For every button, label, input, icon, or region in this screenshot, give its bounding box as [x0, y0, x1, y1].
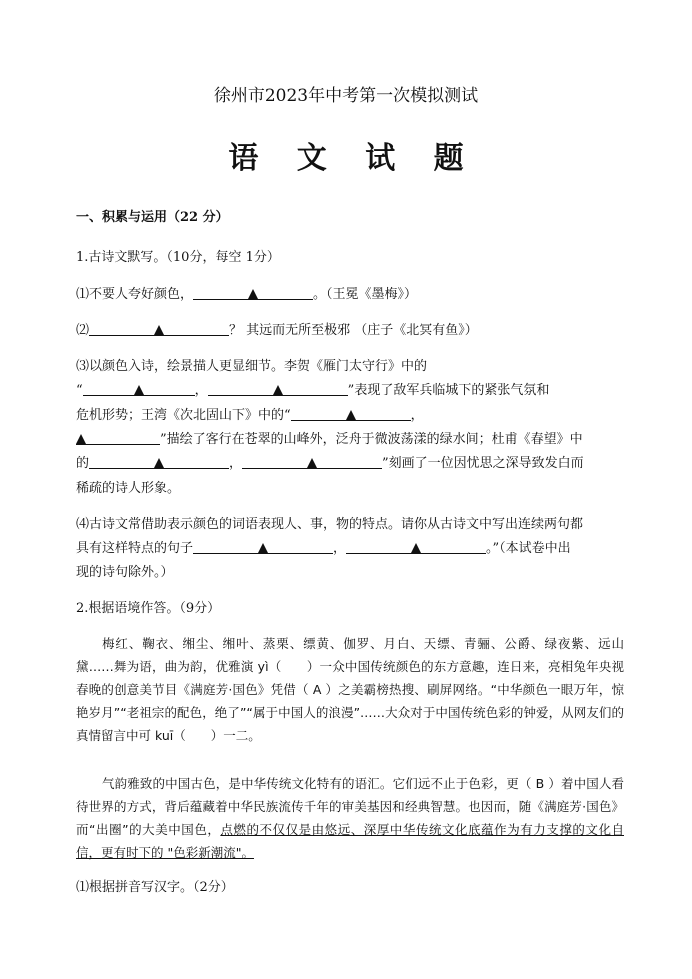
item-3-line-3-text: 危机形势；王湾《次北固山下》中的“ [76, 408, 291, 423]
passage-paragraph-2 [76, 772, 624, 864]
item-3-line-4 [76, 432, 583, 448]
item-3-line-5-prefix: 的 [76, 456, 90, 471]
quote-open: “ [76, 383, 83, 398]
answer-blank[interactable] [208, 383, 348, 396]
paragraph-2-text: 气韵雅致的中国古色，是中华传统文化特有的语汇。它们远不止于色彩，更（ B ）着中国人看待世界的方式，背后蕴藏着中华民族流传千年的审美基因和经典智慧。也因而，随《满庭芳·国色》而“出圈”的大美中国色， [76, 776, 624, 837]
answer-blank[interactable] [193, 541, 333, 554]
answer-blank[interactable] [346, 541, 486, 554]
question-1-heading: 1.古诗文默写。（10分，每空 1分） [76, 250, 280, 265]
question-2-heading: 2.根据语境作答。（9分） [76, 601, 221, 616]
answer-blank[interactable] [89, 456, 229, 469]
item-4-line-2 [76, 541, 571, 557]
triangle-icon [273, 385, 283, 395]
passage-paragraph-1: 梅红、鞠衣、缃尘、缃叶、蒸栗、缥黄、伽罗、月白、天缥、青骊、公爵、绿夜紫、远山黛……舞为语，曲为韵，优雅演 yì（ ）一众中国传统颜色的东方意趣，连日来，亮相兔年央视春晚的创意美节目《满庭芳·国色》凭借（ A ）之美霸榜热搜、刷屏网络。“中华颜色一眼万年，惊艳岁月”“老祖宗的配色，绝了”“属于中国人的浪漫”……大众对于中国传统色彩的钟爱，从网友们的真情留言中可 kuī（ ）一二。 [76, 636, 624, 743]
item-1-suffix: 。（王冕《墨梅》） [313, 287, 418, 302]
triangle-icon [258, 543, 268, 553]
triangle-icon [346, 410, 356, 420]
answer-blank[interactable] [193, 287, 313, 300]
item-3-line-5 [76, 456, 584, 472]
comma: ， [229, 456, 243, 471]
section-heading: 一、积累与运用（22 分） [76, 210, 229, 225]
triangle-icon [307, 458, 317, 468]
item-4-line-2-prefix: 具有这样特点的句子 [76, 541, 194, 556]
item-1-prefix: ⑴不要人夸好颜色， [76, 287, 194, 302]
answer-blank[interactable] [89, 323, 229, 336]
item-3-line-6: 稀疏的诗人形象。 [76, 481, 181, 496]
comma: ， [333, 541, 347, 556]
item-3-line-1: ⑶以颜色入诗，绘景描人更显细节。李贺《雁门太守行》中的 [76, 359, 428, 374]
item-3-line-5-text: ”刻画了一位因忧思之深导致发白而 [382, 456, 584, 471]
item-2-prefix: ⑵ [76, 323, 90, 338]
item-3-line-2-text: ”表现了敌军兵临城下的紧张气氛和 [347, 383, 550, 398]
question-1-item-1 [76, 287, 417, 303]
answer-blank[interactable] [242, 456, 382, 469]
item-4-line-2-text: 。”（本试卷中出 [486, 541, 571, 556]
item-4-line-1: ⑷古诗文常借助表示颜色的词语表现人、事，物的特点。请你从古诗文中写出连续两句都 [76, 517, 584, 532]
exam-title: 语 文 试 题 [228, 141, 478, 176]
triangle-icon [134, 385, 144, 395]
answer-blank[interactable] [76, 432, 160, 445]
item-3-line-3 [76, 408, 424, 424]
comma: ， [410, 408, 424, 423]
item-3-line-4-text: ”描绘了客行在苍翠的山峰外，泛舟于微波荡漾的绿水间；杜甫《春望》中 [160, 432, 583, 447]
triangle-icon [248, 289, 258, 299]
underlined-sentence: 点燃的不仅仅是由悠远、深厚中华传统文化底蕴作为有力支撑的文化自信，更有时下的 "色彩新潮流"。 [76, 822, 624, 860]
answer-blank[interactable] [83, 383, 195, 396]
exam-subtitle: 徐州市2023年中考第一次模拟测试 [213, 86, 479, 106]
answer-blank[interactable] [291, 408, 411, 421]
triangle-icon [154, 325, 164, 335]
triangle-icon [76, 434, 86, 444]
item-2-suffix: ？ 其远而无所至极邪 （庄子《北冥有鱼》） [229, 323, 478, 338]
triangle-icon [154, 458, 164, 468]
triangle-icon [411, 543, 421, 553]
item-3-line-2 [76, 383, 549, 399]
comma: ， [194, 383, 208, 398]
question-2-sub-1: ⑴根据拼音写汉字。（2分） [76, 880, 234, 895]
item-4-line-3: 现的诗句除外。） [76, 565, 174, 580]
question-1-item-2 [76, 323, 478, 339]
